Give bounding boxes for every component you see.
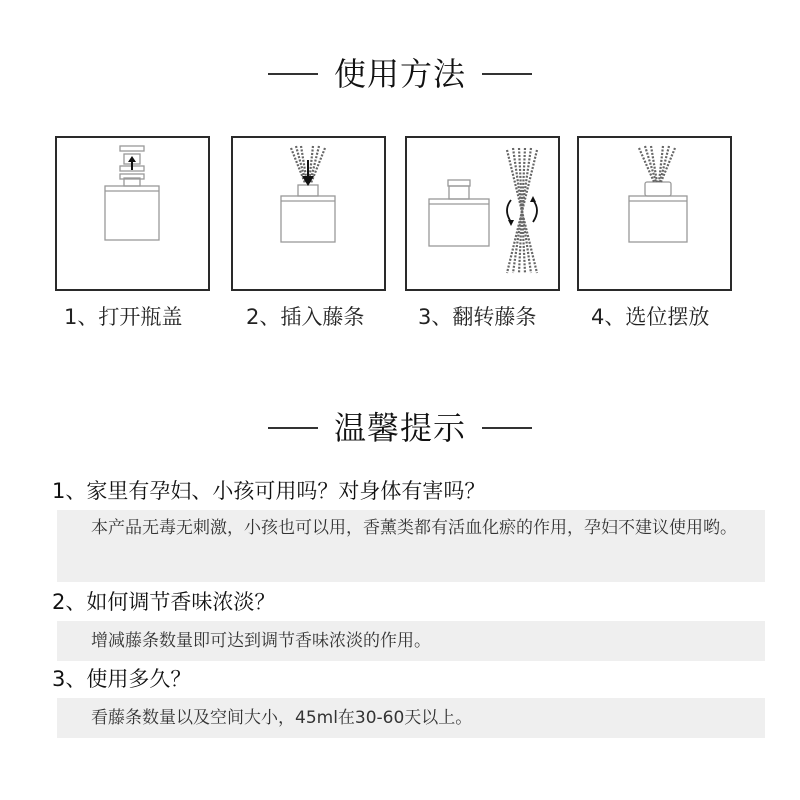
faq-question-3: 3、使用多久？ [52, 667, 192, 691]
title-rule-left [268, 73, 318, 75]
insert-reeds-icon [233, 138, 384, 289]
step-4-image [577, 136, 732, 291]
title-rule-left [268, 427, 318, 429]
faq-question-1: 1、家里有孕妇、小孩可用吗？对身体有害吗？ [52, 479, 486, 503]
faq-answer-2: 增减藤条数量即可达到调节香味浓淡的作用。 [57, 621, 765, 661]
tips-section-title [0, 408, 800, 448]
title-rule-right [482, 427, 532, 429]
usage-section-title [0, 54, 800, 94]
step-2-label: 2、插入藤条 [246, 305, 365, 329]
step-3-image [405, 136, 560, 291]
step-4-label: 4、选位摆放 [591, 305, 710, 329]
faq-answer-3: 看藤条数量以及空间大小，45ml在30-60天以上。 [57, 698, 765, 738]
usage-title-text: 使用方法 [333, 55, 466, 93]
place-diffuser-icon [579, 138, 730, 289]
faq-answer-1: 本产品无毒无刺激，小孩也可以用，香薰类都有活血化瘀的作用，孕妇不建议使用哟。 [57, 510, 765, 582]
bottle-open-cap-icon [57, 138, 208, 289]
flip-reeds-icon [407, 138, 558, 289]
tips-title-text: 温馨提示 [333, 409, 466, 447]
step-1-image [55, 136, 210, 291]
step-1-label: 1、打开瓶盖 [64, 305, 183, 329]
step-2-image [231, 136, 386, 291]
title-rule-right [482, 73, 532, 75]
usage-steps [55, 136, 745, 294]
step-3-label: 3、翻转藤条 [418, 305, 537, 329]
faq-question-2: 2、如何调节香味浓淡？ [52, 590, 276, 614]
